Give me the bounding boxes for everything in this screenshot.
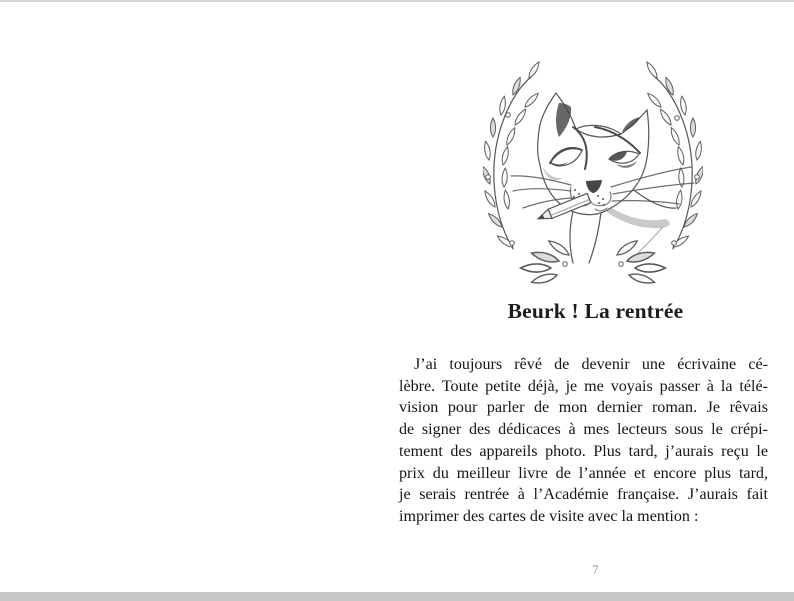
chapter-paragraph xyxy=(399,354,768,528)
paragraph-line: vision pour parler de mon dernier roman. Je rêvais xyxy=(399,399,768,417)
paragraph-line: prix du meilleur livre de l’année et encore plus tard, xyxy=(399,464,768,482)
paragraph-line: tement des appareils photo. Plus tard, j’aurais reçu le xyxy=(399,442,768,460)
paragraph-line: je serais rentrée à l’Académie française. J’aurais fait xyxy=(399,486,768,504)
right-page xyxy=(397,2,794,592)
paragraph-line: J’ai toujours rêvé de devenir une écrivaine cé- xyxy=(414,356,768,373)
page-number: 7 xyxy=(592,563,599,577)
chapter-title: Beurk ! La rentrée xyxy=(507,299,684,323)
left-page-blank xyxy=(0,2,397,592)
paragraph-line: lèbre. Toute petite déjà, je me voyais passer à la télé- xyxy=(399,377,768,395)
window-bottom-edge xyxy=(0,592,794,601)
cat-laurel-illustration xyxy=(483,57,703,285)
paragraph-line: de signer des dédicaces à mes lecteurs sous le crépi- xyxy=(399,421,768,439)
paragraph-line: imprimer des cartes de visite avec la mention : xyxy=(399,507,699,525)
